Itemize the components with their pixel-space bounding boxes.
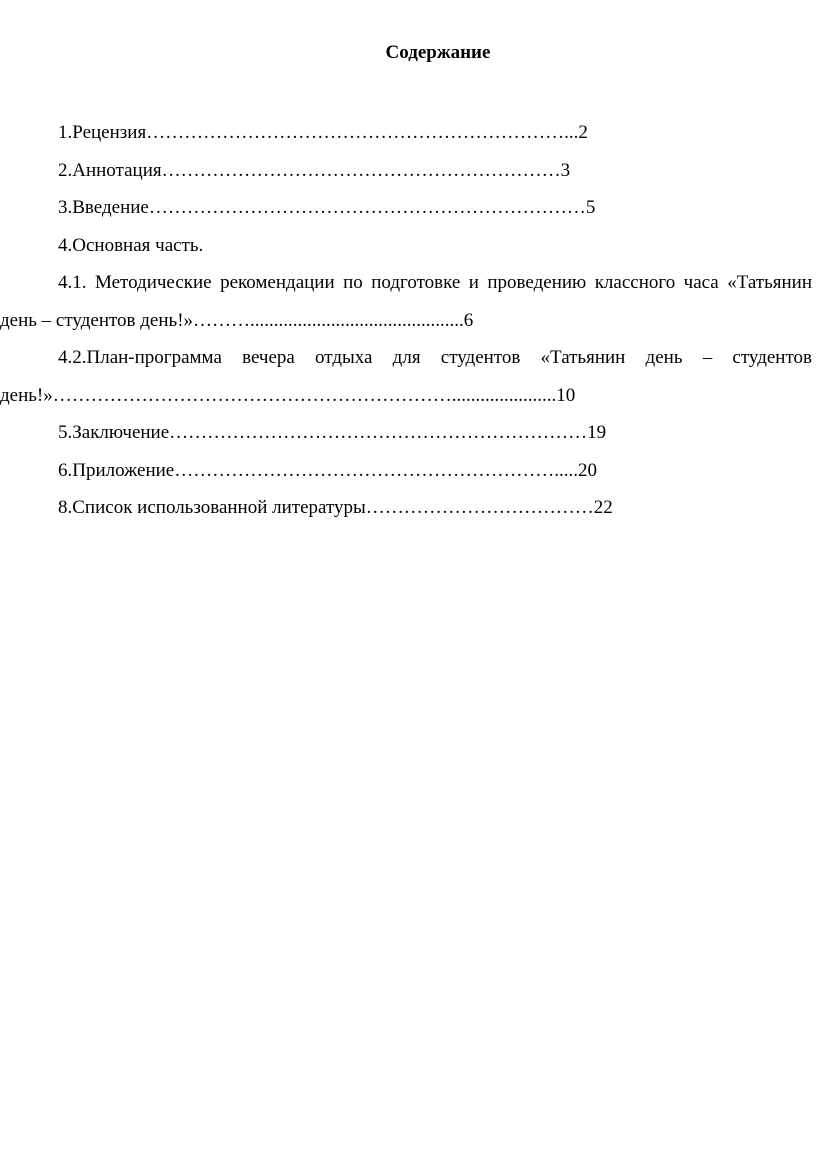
toc-entry-introduction: 3.Введение……………………………………………………………5 xyxy=(58,197,596,218)
toc-entry-methodical-recommendations: 4.1. Методические рекомендации по подготовке и проведению классного часа «Татьянин день – студентов день!»……….............................................6 xyxy=(0,272,812,331)
toc-entry-evening-program: 4.2.План-программа вечера отдыха для студентов «Татьянин день – студентов день!»………………………………………………………......................10 xyxy=(0,347,812,406)
toc-entry-appendix: 6.Приложение…………………………………………………….....20 xyxy=(58,459,597,481)
toc-entry-main-part: 4.Основная часть. xyxy=(58,234,204,256)
page-title: Содержание xyxy=(385,42,491,63)
toc-entry-conclusion: 5.Заключение…………………………………………………………19 xyxy=(58,422,607,443)
toc-entry-annotation: 2.Аннотация………………………………………………………3 xyxy=(58,159,571,181)
toc-entry-review: 1.Рецензия…………………………………………………………...2 xyxy=(58,122,588,143)
table-of-contents xyxy=(0,114,812,527)
toc-entry-bibliography: 8.Список использованной литературы………………………………22 xyxy=(58,497,613,518)
